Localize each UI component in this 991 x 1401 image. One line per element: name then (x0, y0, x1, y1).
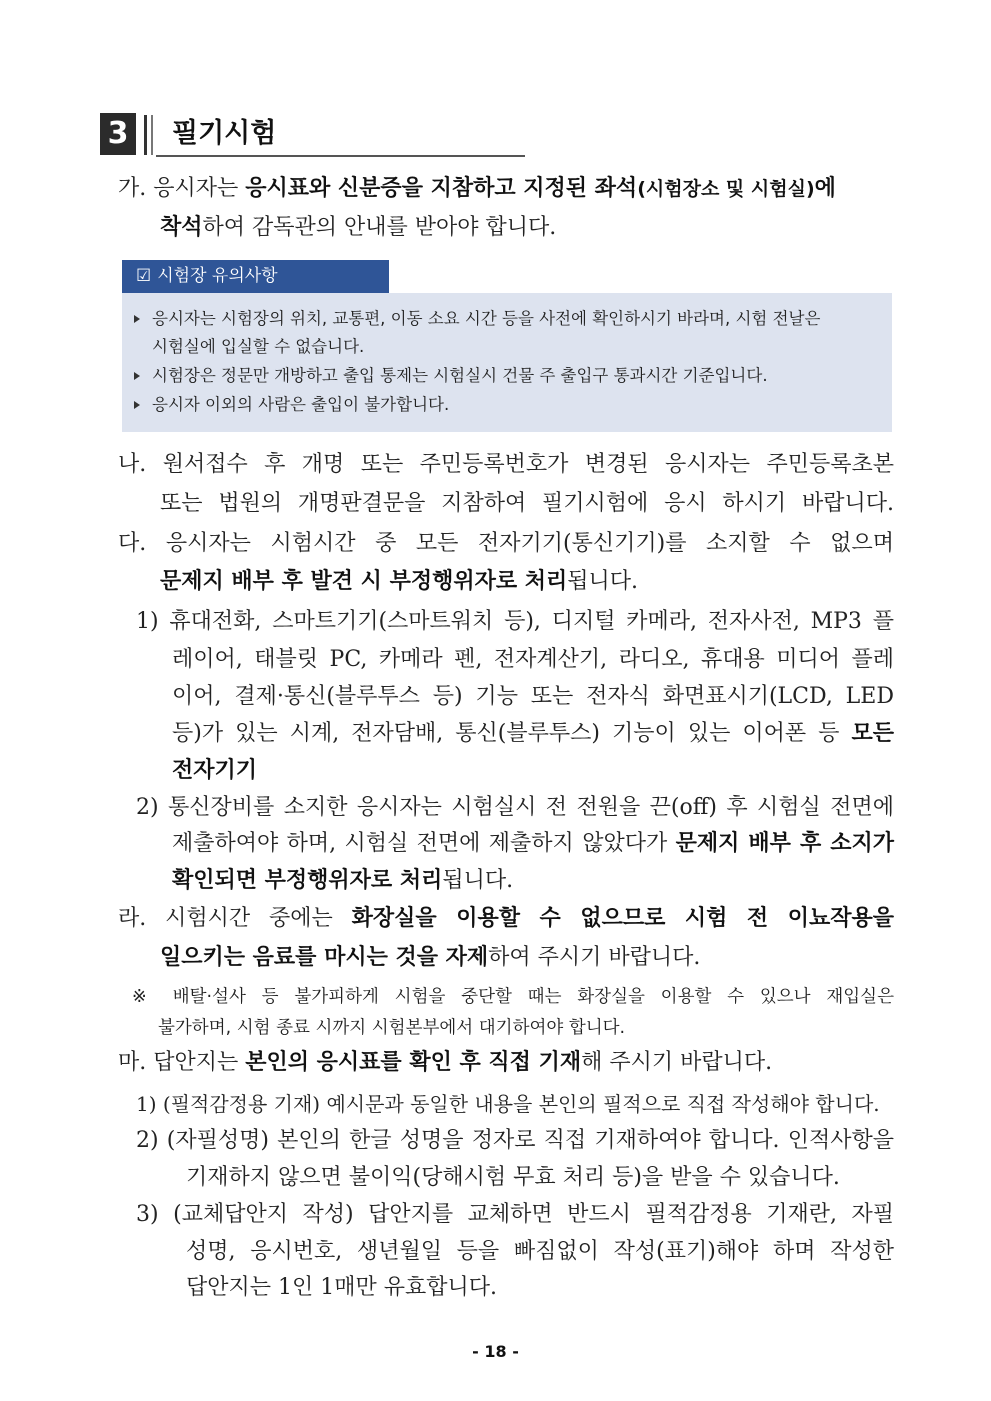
item-ra-line-2 (160, 943, 700, 973)
subitem-marker: 1) (136, 609, 159, 634)
subitem-text: 성명, 응시번호, 생년월일 등을 빠짐없이 작성(표기)해야 하며 작성한 (186, 1239, 894, 1264)
item-marker: 마. (118, 1050, 147, 1075)
notice-item (134, 363, 768, 389)
subitem-da-2-line-3 (172, 866, 513, 896)
item-emphasis: 화장실을 이용할 수 없으므로 시험 전 이뇨작용을 (351, 906, 894, 931)
subitem-ma-2-line-2 (186, 1163, 840, 1193)
item-emphasis: 본인의 응시표를 확인 후 직접 기재 (245, 1050, 582, 1075)
subitem-ma-3-line-2 (186, 1237, 894, 1267)
item-marker: 다. (118, 531, 147, 556)
item-ga-line-2 (160, 213, 556, 243)
note-text: 배탈·설사 등 불가피하게 시험을 중단할 때는 화장실을 이용할 수 있으나 재입실은 (172, 987, 894, 1007)
note-mark: ※ (132, 987, 157, 1007)
subitem-ma-1-line-1 (136, 1089, 880, 1119)
item-emphasis: 착석 (160, 215, 203, 240)
item-emphasis: 응시표와 신분증을 지참하고 지정된 좌석 (245, 176, 638, 201)
item-text: 응시자는 시험시간 중 모든 전자기기(통신기기)를 소지할 수 없으며 (165, 531, 894, 556)
subitem-text: (교체답안지 작성) 답안지를 교체하면 반드시 필적감정용 기재란, 자필 (173, 1202, 894, 1227)
section-divider (144, 115, 147, 155)
notice-item-text: 시험장은 정문만 개방하고 출입 통제는 시험실시 건물 주 출입구 통과시간 기준입니다. (152, 366, 768, 385)
item-emphasis: 에 (814, 176, 836, 201)
subitem-text: 제출하여야 하며, 시험실 전면에 제출하지 않았다가 (172, 831, 676, 856)
section-header (100, 113, 525, 157)
item-text: 응시자는 (153, 176, 246, 201)
notice-item-text: 응시자 이외의 사람은 출입이 불가합니다. (152, 395, 450, 414)
subitem-marker: 2) (136, 795, 159, 820)
subitem-text: (필적감정용 기재) 예시문과 동일한 내용을 본인의 필적으로 직접 작성해야 합니다. (162, 1092, 880, 1116)
subitem-text: 통신장비를 소지한 응시자는 시험실시 전 전원을 끈(off) 후 시험실 전면에 (168, 795, 894, 820)
item-emphasis: 문제지 배부 후 소지가 (675, 831, 895, 856)
item-text: 답안지는 (153, 1050, 246, 1075)
subitem-text: (자필성명) 본인의 한글 성명을 정자로 직접 기재하여야 합니다. 인적사항을 (166, 1128, 894, 1153)
subitem-text: 등)가 있는 시계, 전자담배, 통신(블루투스) 기능이 있는 이어폰 등 (172, 721, 852, 746)
subitem-da-1-line-3 (172, 682, 894, 712)
item-marker: 나. (118, 452, 147, 477)
notice-item-continued (152, 334, 364, 360)
note-line-2 (158, 1013, 625, 1043)
page-number: - 18 - (472, 1342, 519, 1361)
item-text: 하여 감독관의 안내를 받아야 합니다. (202, 215, 557, 240)
subitem-marker: 2) (136, 1128, 159, 1153)
subitem-ma-2-line-1 (136, 1126, 894, 1156)
subitem-text: 됩니다. (442, 868, 514, 893)
item-text: 또는 법원의 개명판결문을 지참하여 필기시험에 응시 하시기 바랍니다. (160, 491, 894, 516)
subitem-da-2-line-2 (172, 829, 894, 859)
notice-item (134, 392, 449, 418)
item-emphasis: (시험장소 및 시험실) (637, 178, 815, 200)
item-text: 됩니다. (567, 569, 638, 594)
subitem-da-1-line-4 (172, 719, 894, 749)
notice-header (122, 260, 389, 293)
item-ra-line-1 (118, 904, 894, 934)
subitem-text: 답안지는 1인 1매만 유효합니다. (186, 1275, 497, 1300)
notice-item-text: 시험실에 입실할 수 없습니다. (152, 337, 365, 356)
subitem-text: 기재하지 않으면 불이익(당해시험 무효 처리 등)을 받을 수 있습니다. (186, 1165, 840, 1190)
item-text: 하여 주시기 바랍니다. (488, 945, 701, 970)
section-number: 3 (100, 113, 136, 155)
item-ma-line-1 (118, 1048, 772, 1078)
item-emphasis: 일으키는 음료를 마시는 것을 자제 (160, 945, 489, 970)
subitem-da-2-line-1 (136, 793, 894, 823)
subitem-da-1-line-1 (136, 607, 894, 637)
section-divider (151, 115, 153, 155)
subitem-da-1-line-2 (172, 645, 894, 675)
item-na-line-2 (160, 489, 894, 519)
section-title: 필기시험 (172, 118, 277, 149)
item-da-line-1 (118, 529, 894, 559)
bullet-triangle-icon (134, 372, 140, 380)
item-text: 시험시간 중에는 (165, 906, 352, 931)
section-underline (156, 155, 525, 157)
item-emphasis: 확인되면 부정행위자로 처리 (172, 868, 443, 893)
bullet-triangle-icon (134, 401, 140, 409)
subitem-text: 레이어, 태블릿 PC, 카메라 펜, 전자계산기, 라디오, 휴대용 미디어 플레 (172, 647, 894, 672)
item-emphasis: 문제지 배부 후 발견 시 부정행위자로 처리 (160, 569, 568, 594)
item-text: 해 주시기 바랍니다. (581, 1050, 773, 1075)
notice-title: 시험장 유의사항 (157, 266, 278, 286)
note-text: 불가하며, 시험 종료 시까지 시험본부에서 대기하여야 합니다. (158, 1018, 626, 1038)
subitem-text: 이어, 결제·통신(블루투스 등) 기능 또는 전자식 화면표시기(LCD, LED (172, 684, 894, 709)
item-ga-line-1 (118, 174, 836, 204)
item-emphasis: 모든 (851, 721, 894, 746)
item-emphasis: 전자기기 (172, 758, 258, 783)
subitem-marker: 1) (136, 1092, 157, 1116)
item-marker: 라. (118, 906, 147, 931)
item-marker: 가. (118, 176, 147, 201)
subitem-ma-3-line-3 (186, 1273, 497, 1303)
notice-item-text: 응시자는 시험장의 위치, 교통편, 이동 소요 시간 등을 사전에 확인하시기 바라며, 시험 전날은 (152, 309, 821, 328)
item-da-line-2 (160, 567, 638, 597)
notice-item (134, 306, 820, 332)
subitem-ma-3-line-1 (136, 1200, 894, 1230)
item-na-line-1 (118, 450, 894, 480)
bullet-triangle-icon (134, 315, 140, 323)
subitem-marker: 3) (136, 1202, 159, 1227)
subitem-da-1-line-5 (172, 756, 257, 786)
item-text: 원서접수 후 개명 또는 주민등록번호가 변경된 응시자는 주민등록초본 (162, 452, 894, 477)
subitem-text: 휴대전화, 스마트기기(스마트워치 등), 디지털 카메라, 전자사전, MP3 플 (169, 609, 894, 634)
checkbox-icon: ☑ (136, 266, 152, 286)
note-line-1 (132, 982, 894, 1012)
